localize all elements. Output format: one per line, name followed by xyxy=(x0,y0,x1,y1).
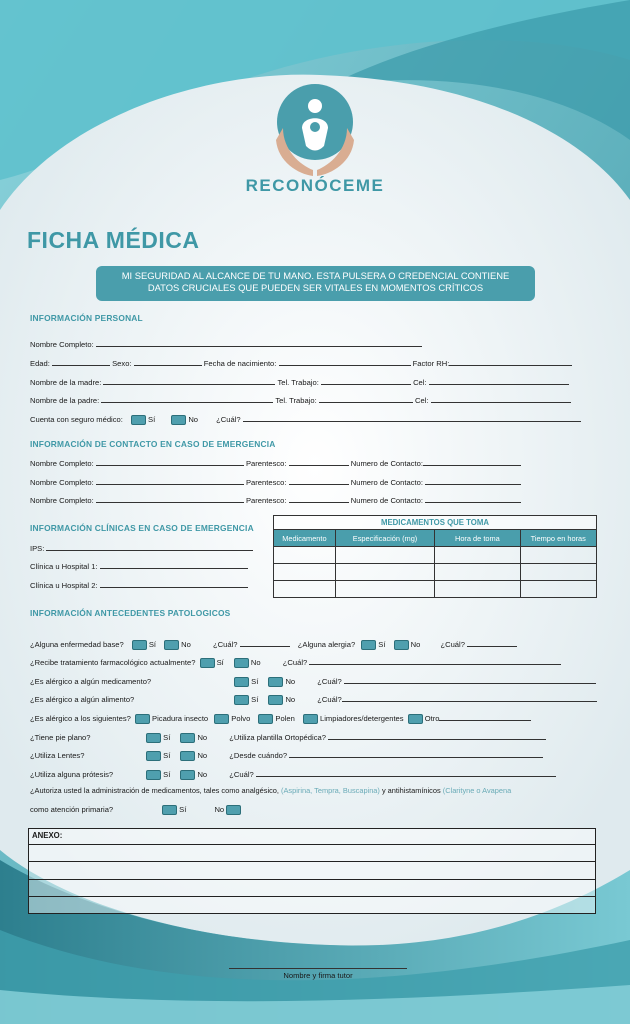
table-cell[interactable] xyxy=(520,547,596,564)
field-enfermedad-cual[interactable] xyxy=(240,638,290,647)
row-madre xyxy=(30,376,569,387)
section-clinical-heading: INFORMACIÓN CLÍNICAS EN CASO DE EMERGENCIA xyxy=(30,523,254,533)
label-no: No xyxy=(250,658,261,667)
label-no: No xyxy=(410,640,421,649)
table-cell[interactable] xyxy=(435,581,520,598)
field-ips[interactable] xyxy=(46,542,253,551)
label-alimento-cual: ¿Cuál? xyxy=(317,695,342,704)
label-hospital-1: Clínica u Hospital 1: xyxy=(30,562,98,571)
row-hospital-2 xyxy=(30,579,248,590)
medications-table xyxy=(273,515,597,598)
section-history-heading: INFORMACIÓN ANTECEDENTES PATOLOGICOS xyxy=(30,608,231,618)
field-otro[interactable] xyxy=(439,712,531,721)
signature-line[interactable] xyxy=(229,968,407,969)
table-row xyxy=(274,547,597,564)
row-enfermedad xyxy=(30,638,517,650)
row-contacto-3 xyxy=(30,494,521,505)
row-edad xyxy=(30,357,572,368)
field-contacto-3-nombre[interactable] xyxy=(96,494,244,503)
field-hospital-2[interactable] xyxy=(100,579,248,588)
field-rh[interactable] xyxy=(449,357,572,366)
label-no: No xyxy=(197,770,208,779)
label-seguro: Cuenta con seguro médico: xyxy=(30,415,123,424)
checkbox-alimento-no[interactable] xyxy=(268,695,283,705)
label-sexo: Sexo: xyxy=(112,359,132,368)
info-banner xyxy=(96,266,535,301)
anexo-label: ANEXO: xyxy=(32,831,63,840)
table-cell[interactable] xyxy=(435,564,520,581)
checkbox-otro[interactable] xyxy=(408,714,423,724)
label-cel-padre: Cel: xyxy=(414,396,429,405)
table-cell[interactable] xyxy=(435,547,520,564)
checkbox-medicamento-no[interactable] xyxy=(268,677,283,687)
row-alergia-medicamento xyxy=(30,675,596,687)
label-plantilla: ¿Utiliza plantilla Ortopédica? xyxy=(229,733,326,742)
row-pie-plano xyxy=(30,731,546,743)
col-medicamento: Medicamento xyxy=(274,530,336,547)
label-protesis: ¿Utiliza alguna prótesis? xyxy=(30,770,114,779)
medications-title: MEDICAMENTOS QUE TOMA xyxy=(274,516,597,530)
row-tratamiento xyxy=(30,656,561,668)
field-cel-madre[interactable] xyxy=(429,376,569,385)
checkbox-enfermedad-no[interactable] xyxy=(164,640,179,650)
checkbox-alergia-no[interactable] xyxy=(394,640,409,650)
field-nacimiento[interactable] xyxy=(279,357,411,366)
label-tel-padre: Tel. Trabajo: xyxy=(275,396,317,405)
checkbox-lentes-no[interactable] xyxy=(180,751,195,761)
label-si: Sí xyxy=(179,805,187,814)
label-no: No xyxy=(285,677,296,686)
label-no: No xyxy=(285,695,296,704)
label-nombre: Nombre Completo: xyxy=(30,340,94,349)
field-seguro-cual[interactable] xyxy=(243,413,581,422)
label-padre: Nombre de la padre: xyxy=(30,396,100,405)
label-contacto-parentesco: Parentesco: xyxy=(245,478,287,487)
checkbox-protesis-si[interactable] xyxy=(146,770,161,780)
field-alergia-cual[interactable] xyxy=(467,638,517,647)
field-padre[interactable] xyxy=(101,394,273,403)
label-no: No xyxy=(197,751,208,760)
checkbox-seguro-no[interactable] xyxy=(171,415,186,425)
checkbox-tratamiento-no[interactable] xyxy=(234,658,249,668)
label-limpiadores: Limpiadores/detergentes xyxy=(319,714,404,723)
field-nombre[interactable] xyxy=(96,338,422,347)
checkbox-lentes-si[interactable] xyxy=(146,751,161,761)
table-cell[interactable] xyxy=(335,564,434,581)
label-alergia-alimento: ¿Es alérgico a algún alimento? xyxy=(30,695,135,704)
row-padre xyxy=(30,394,571,405)
checkbox-pieplano-si[interactable] xyxy=(146,733,161,743)
checkbox-alimento-si[interactable] xyxy=(234,695,249,705)
signature-label: Nombre y firma tutor xyxy=(283,971,353,980)
label-contacto-nombre: Nombre Completo: xyxy=(30,459,94,468)
label-polvo: Polvo xyxy=(231,714,251,723)
field-contacto-3-numero[interactable] xyxy=(425,494,521,503)
checkbox-polen[interactable] xyxy=(258,714,273,724)
label-enfermedad: ¿Alguna enfermedad base? xyxy=(30,640,124,649)
checkbox-tratamiento-si[interactable] xyxy=(200,658,215,668)
label-autoriza-e: como atención primaria? xyxy=(30,805,114,814)
label-medicamento-cual: ¿Cuál? xyxy=(317,677,342,686)
row-hospital-1 xyxy=(30,560,248,571)
label-seguro-no: No xyxy=(188,415,199,424)
banner-line-2: DATOS CRUCIALES QUE PUEDEN SER VITALES EN MOMENTOS CRÍTICOS xyxy=(147,282,484,293)
label-lentes: ¿Utiliza Lentes? xyxy=(30,751,85,760)
row-contacto-1 xyxy=(30,457,521,468)
brand-name: RECONÓCEME xyxy=(245,176,385,195)
label-si: Sí xyxy=(251,677,259,686)
banner-line-1: MI SEGURIDAD AL ALCANCE DE TU MANO. ESTA PULSERA O CREDENCIAL CONTIENE xyxy=(121,270,510,281)
field-edad[interactable] xyxy=(52,357,110,366)
field-contacto-2-numero[interactable] xyxy=(425,476,521,485)
label-hospital-2: Clínica u Hospital 2: xyxy=(30,581,98,590)
checkbox-protesis-no[interactable] xyxy=(180,770,195,780)
label-seguro-si: Sí xyxy=(148,415,156,424)
checkbox-picadura[interactable] xyxy=(135,714,150,724)
section-emergency-heading: INFORMACIÓN DE CONTACTO EN CASO DE EMERGENCIA xyxy=(30,439,276,449)
row-lentes xyxy=(30,749,543,761)
checkbox-autoriza-no[interactable] xyxy=(226,805,241,815)
label-alergia-cual: ¿Cuál? xyxy=(440,640,465,649)
row-ips xyxy=(30,542,253,553)
label-si: Sí xyxy=(216,658,224,667)
checkbox-limpiadores[interactable] xyxy=(303,714,318,724)
col-hora: Hora de toma xyxy=(435,530,520,547)
table-cell[interactable] xyxy=(274,581,336,598)
label-contacto-nombre: Nombre Completo: xyxy=(30,478,94,487)
label-pie-plano: ¿Tiene pie plano? xyxy=(30,733,91,742)
anexo-box[interactable] xyxy=(28,828,596,914)
field-contacto-2-nombre[interactable] xyxy=(96,476,244,485)
label-tratamiento-cual: ¿Cuál? xyxy=(282,658,308,667)
label-no: No xyxy=(214,805,225,814)
table-cell[interactable] xyxy=(520,564,596,581)
label-alergia-medicamento: ¿Es alérgico a algún medicamento? xyxy=(30,677,152,686)
field-cel-padre[interactable] xyxy=(431,394,571,403)
field-desde[interactable] xyxy=(289,749,543,758)
label-polen: Polen xyxy=(275,714,295,723)
label-contacto-parentesco: Parentesco: xyxy=(245,496,287,505)
label-contacto-numero: Numero de Contacto: xyxy=(350,478,423,487)
label-edad: Edad: xyxy=(30,359,50,368)
label-si: Sí xyxy=(378,640,386,649)
checkbox-medicamento-si[interactable] xyxy=(234,677,249,687)
label-otro: Otro xyxy=(424,714,440,723)
table-cell[interactable] xyxy=(335,581,434,598)
label-contacto-numero: Numero de Contacto: xyxy=(350,459,423,468)
field-protesis-cual[interactable] xyxy=(256,768,556,777)
row-seguro xyxy=(30,413,581,425)
field-medicamento-cual[interactable] xyxy=(344,675,596,684)
field-hospital-1[interactable] xyxy=(100,560,248,569)
label-nacimiento: Fecha de nacimiento: xyxy=(203,359,277,368)
label-alergia: ¿Alguna alergia? xyxy=(297,640,356,649)
field-tel-padre[interactable] xyxy=(319,394,413,403)
table-row xyxy=(274,564,597,581)
label-no: No xyxy=(197,733,208,742)
label-enfermedad-cual: ¿Cuál? xyxy=(213,640,238,649)
label-autoriza-b: (Aspirina, Tempra, Buscapina) xyxy=(281,786,380,795)
table-row xyxy=(274,581,597,598)
checkbox-pieplano-no[interactable] xyxy=(180,733,195,743)
anexo-line xyxy=(29,879,595,880)
checkbox-polvo[interactable] xyxy=(214,714,229,724)
label-alergenos: ¿Es alérgico a los siguientes? xyxy=(30,714,131,723)
page-title: FICHA MÉDICA xyxy=(27,227,200,253)
label-autoriza-a: ¿Autoriza usted la administración de medicamentos, tales como analgésico, xyxy=(30,786,279,795)
label-si: Sí xyxy=(148,640,157,649)
field-plantilla[interactable] xyxy=(328,731,546,740)
col-tiempo: Tiempo en horas xyxy=(520,530,596,547)
label-seguro-cual: ¿Cuál? xyxy=(216,415,241,424)
anexo-line xyxy=(29,896,595,897)
checkbox-alergia-si[interactable] xyxy=(361,640,376,650)
field-contacto-3-parentesco[interactable] xyxy=(289,494,349,503)
label-tratamiento: ¿Recibe tratamiento farmacológico actualmente? xyxy=(30,658,196,667)
field-sexo[interactable] xyxy=(134,357,202,366)
field-madre[interactable] xyxy=(103,376,275,385)
field-contacto-2-parentesco[interactable] xyxy=(289,476,349,485)
field-tratamiento-cual[interactable] xyxy=(309,656,561,665)
anexo-line xyxy=(29,844,595,845)
checkbox-autoriza-si[interactable] xyxy=(162,805,177,815)
label-ips: IPS: xyxy=(30,544,45,553)
anexo-line xyxy=(29,861,595,862)
checkbox-seguro-si[interactable] xyxy=(131,415,146,425)
label-desde: ¿Desde cuándo? xyxy=(229,751,288,760)
col-especificacion: Especificación (mg) xyxy=(335,530,434,547)
label-contacto-numero: Numero de Contacto: xyxy=(350,496,423,505)
section-personal-heading: INFORMACIÓN PERSONAL xyxy=(30,313,143,323)
label-picadura: Picadura insecto xyxy=(152,714,209,723)
table-cell[interactable] xyxy=(274,547,336,564)
row-nombre xyxy=(30,338,422,349)
label-madre: Nombre de la madre: xyxy=(30,378,102,387)
label-si: Sí xyxy=(163,751,171,760)
label-contacto-nombre: Nombre Completo: xyxy=(30,496,94,505)
table-cell[interactable] xyxy=(274,564,336,581)
label-autoriza-d: (Clarityne o Avapena xyxy=(442,786,512,795)
label-cel-madre: Cel: xyxy=(413,378,427,387)
label-contacto-parentesco: Parentesco: xyxy=(245,459,287,468)
row-autoriza xyxy=(30,786,511,795)
row-contacto-2 xyxy=(30,476,521,487)
field-contacto-1-numero[interactable] xyxy=(423,457,521,466)
label-si: Sí xyxy=(251,695,259,704)
field-contacto-1-parentesco[interactable] xyxy=(289,457,349,466)
label-rh: Factor RH: xyxy=(412,359,450,368)
label-autoriza-c: y antihistamínicos xyxy=(381,786,441,795)
row-protesis xyxy=(30,768,556,780)
field-contacto-1-nombre[interactable] xyxy=(96,457,244,466)
label-tel-madre: Tel. Trabajo: xyxy=(277,378,319,387)
field-alimento-cual[interactable] xyxy=(342,693,597,702)
table-cell[interactable] xyxy=(520,581,596,598)
row-alergenos xyxy=(30,712,531,724)
row-autoriza-2 xyxy=(30,805,243,815)
label-si: Sí xyxy=(163,733,171,742)
label-no: No xyxy=(181,640,191,649)
row-alergia-alimento xyxy=(30,693,597,705)
label-protesis-cual: ¿Cuál? xyxy=(229,770,254,779)
table-cell[interactable] xyxy=(335,547,434,564)
label-si: Sí xyxy=(163,770,171,779)
checkbox-enfermedad-si[interactable] xyxy=(132,640,147,650)
field-tel-madre[interactable] xyxy=(321,376,411,385)
